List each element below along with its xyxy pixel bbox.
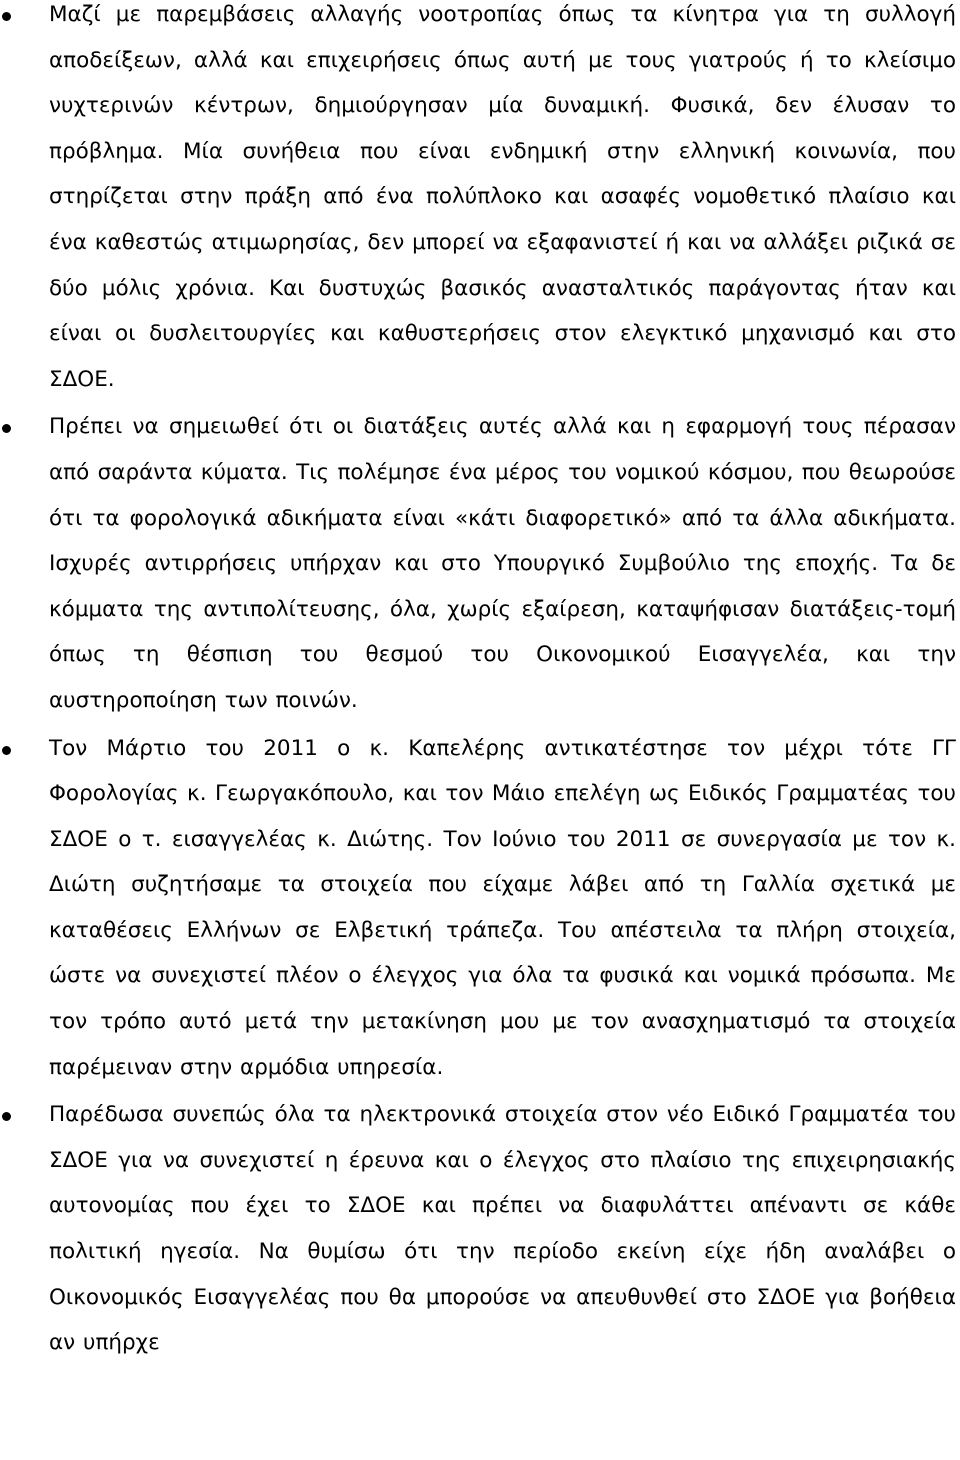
bullet-item-2 bbox=[0, 404, 960, 723]
paragraph-text: Μαζί με παρεμβάσεις αλλαγής νοοτροπίας όπως τα κίνητρα για τη συλλογή αποδείξεων, αλλά και επιχειρήσεις όπως αυτή με τους γιατρούς ή το κλείσιμο νυχτερινών κέντρων, δημιούργησαν μία δυναμική. Φυσικά, δεν έλυσαν το πρόβλημα. Μία συνήθεια που είναι ενδημική στην ελληνική κοινωνία, που στηρίζεται στην πράξη από ένα πολύπλοκο και ασαφές νομοθετικό πλαίσιο και ένα καθεστώς ατιμωρησίας, δεν μπορεί να εξαφανιστεί ή και να αλλάξει ριζικά σε δύο μόλις χρόνια. Και δυστυχώς βασικός ανασταλτικός παράγοντας ήταν και είναι οι δυσλειτουργίες και καθυστερήσεις στον ελεγκτικό μηχανισμό και στο ΣΔΟΕ. bbox=[49, 2, 956, 392]
paragraph-text: Παρέδωσα συνεπώς όλα τα ηλεκτρονικά στοιχεία στον νέο Ειδικό Γραμματέα του ΣΔΟΕ για να συνεχιστεί η έρευνα και ο έλεγχος στο πλαίσιο της επιχειρησιακής αυτονομίας που έχει το ΣΔΟΕ και πρέπει να διαφυλάττει απέναντι σε κάθε πολιτική ηγεσία. Να θυμίσω ότι την περίοδο εκείνη είχε ήδη αναλάβει ο Οικονομικός Εισαγγελέας που θα μπορούσε να απευθυνθεί στο ΣΔΟΕ για βοήθεια αν υπήρχε bbox=[49, 1102, 956, 1356]
paragraph-text: Πρέπει να σημειωθεί ότι οι διατάξεις αυτές αλλά και η εφαρμογή τους πέρασαν από σαράντα κύματα. Τις πολέμησε ένα μέρος του νομικού κόσμου, που θεωρούσε ότι τα φορολογικά αδικήματα είναι «κάτι διαφορετικό» από τα άλλα αδικήματα. Ισχυρές αντιρρήσεις υπήρχαν και στο Υπουργικό Συμβούλιο της εποχής. Τα δε κόμματα της αντιπολίτευσης, όλα, χωρίς εξαίρεση, καταψήφισαν διατάξεις-τομή όπως τη θέσπιση του θεσμού του Οικονομικού Εισαγγελέα, και την αυστηροποίηση των ποινών. bbox=[49, 414, 956, 713]
paragraph-text: Τον Μάρτιο του 2011 ο κ. Καπελέρης αντικατέστησε τον μέχρι τότε ΓΓ Φορολογίας κ. Γεωργακόπουλο, και τον Μάιο επελέγη ως Ειδικός Γραμματέας του ΣΔΟΕ ο τ. εισαγγελέας κ. Διώτης. Τον Ιούνιο του 2011 σε συνεργασία με τον κ. Διώτη συζητήσαμε τα στοιχεία που είχαμε λάβει από τη Γαλλία σχετικά με καταθέσεις Ελλήνων σε Ελβετική τράπεζα. Του απέστειλα τα πλήρη στοιχεία, ώστε να συνεχιστεί πλέον ο έλεγχος για όλα τα φυσικά και νομικά πρόσωπα. Με τον τρόπο αυτό μετά την μετακίνηση μου με τον ανασχηματισμό τα στοιχεία παρέμειναν στην αρμόδια υπηρεσία. bbox=[49, 735, 956, 1080]
bullet-icon bbox=[2, 1112, 11, 1121]
bullet-item-1 bbox=[0, 0, 960, 402]
bullet-item-3 bbox=[0, 726, 960, 1091]
bullet-item-4 bbox=[0, 1092, 960, 1366]
bullet-icon bbox=[2, 424, 11, 433]
bullet-icon bbox=[2, 12, 11, 21]
bullet-icon bbox=[2, 746, 11, 755]
